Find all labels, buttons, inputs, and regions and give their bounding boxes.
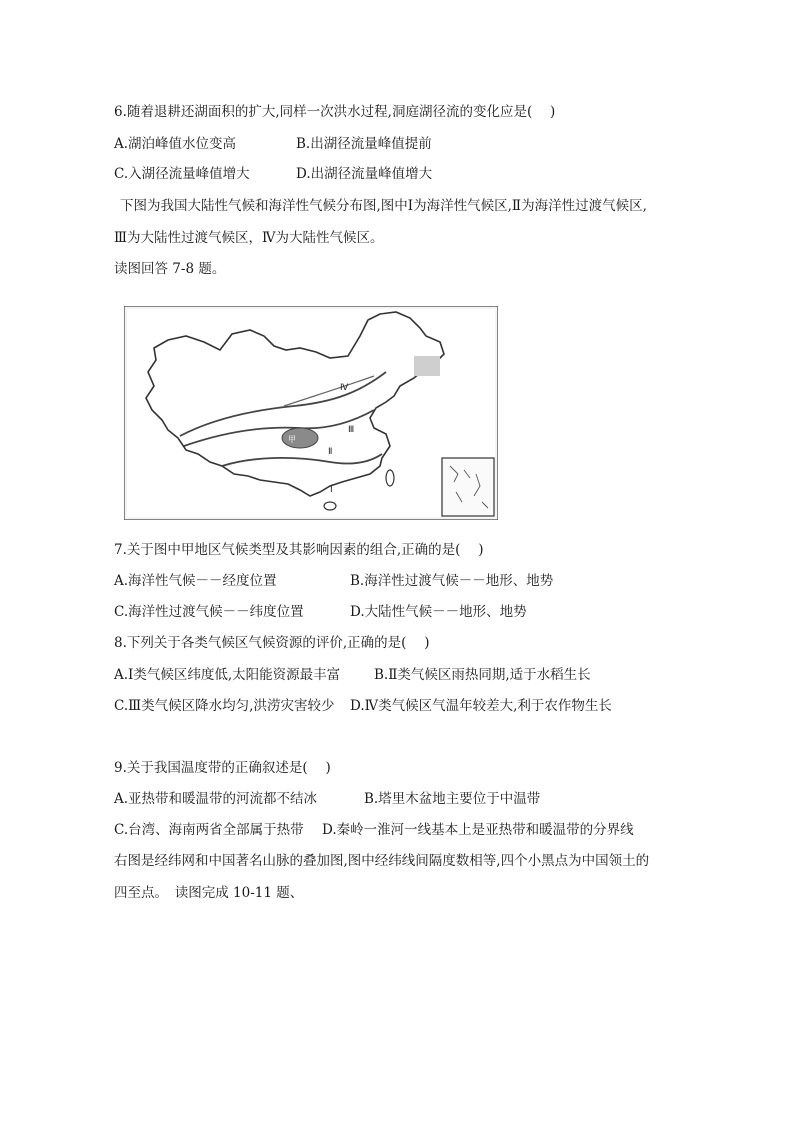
- q9-option-d: D.秦岭一淮河一线基本上是亚热带和暖温带的分界线: [322, 822, 634, 838]
- q9-stem: 9.关于我国温度带的正确叙述是( ): [114, 760, 331, 776]
- outro-line-1: 右图是经纬网和中国著名山脉的叠加图,图中经纬线间隔度数相等,四个小黑点为中国领土的: [114, 853, 650, 869]
- q7-option-a: A.海洋性气候－－经度位置: [114, 573, 277, 589]
- q8-option-c: C.Ⅲ类气候区降水均匀,洪涝灾害较少: [114, 698, 335, 714]
- label-region-ii: Ⅱ: [328, 446, 333, 456]
- climate-map-figure: [124, 306, 498, 520]
- q7-stem: 7.关于图中甲地区气候类型及其影响因素的组合,正确的是( ): [114, 542, 484, 558]
- q6-option-d: D.出湖径流量峰值增大: [296, 166, 433, 182]
- q9-option-c: C.台湾、海南两省全部属于热带: [114, 822, 304, 838]
- q8-option-a: A.Ⅰ类气候区纬度低,太阳能资源最丰富: [114, 667, 341, 683]
- label-region-i: Ⅰ: [330, 484, 333, 494]
- label-region-iv: Ⅳ: [340, 382, 349, 392]
- q8-stem: 8.下列关于各类气候区气候资源的评价,正确的是( ): [114, 635, 430, 651]
- inset-south-sea: [442, 458, 494, 516]
- q7-option-d: D.大陆性气候－－地形、地势: [350, 604, 527, 620]
- q6-option-b: B.出湖径流量峰值提前: [296, 136, 432, 152]
- q6-stem: 6.随着退耕还湖面积的扩大,同样一次洪水过程,洞庭湖径流的变化应是( ): [114, 104, 556, 120]
- label-region-iii: Ⅲ: [348, 424, 355, 434]
- q7-option-c: C.海洋性过渡气候－－纬度位置: [114, 604, 304, 620]
- q8-option-b: B.Ⅱ类气候区雨热同期,适于水稻生长: [374, 667, 591, 683]
- q9-option-a: A.亚热带和暖温带的河流都不结冰: [114, 791, 318, 807]
- q8-option-d: D.Ⅳ类气候区气温年较差大,利于农作物生长: [350, 698, 612, 714]
- outro-line-2: 四至点。 读图完成 10-11 题、: [114, 885, 304, 901]
- q6-option-c: C.入湖径流量峰值增大: [114, 166, 250, 182]
- intro-line-3: 读图回答 7-8 题。: [114, 261, 226, 277]
- q7-option-b: B.海洋性过渡气候－－地形、地势: [350, 573, 554, 589]
- intro-line-2: Ⅲ为大陆性过渡气候区，Ⅳ为大陆性气候区。: [114, 230, 384, 246]
- q9-option-b: B.塔里木盆地主要位于中温带: [364, 791, 541, 807]
- intro-line-1: 下图为我国大陆性气候和海洋性气候分布图,图中Ⅰ为海洋性气候区,Ⅱ为海洋性过渡气候区,: [120, 198, 647, 214]
- label-region-jia: 甲: [288, 435, 296, 444]
- gray-patch: [414, 356, 440, 376]
- q6-option-a: A.湖泊峰值水位变高: [114, 136, 237, 152]
